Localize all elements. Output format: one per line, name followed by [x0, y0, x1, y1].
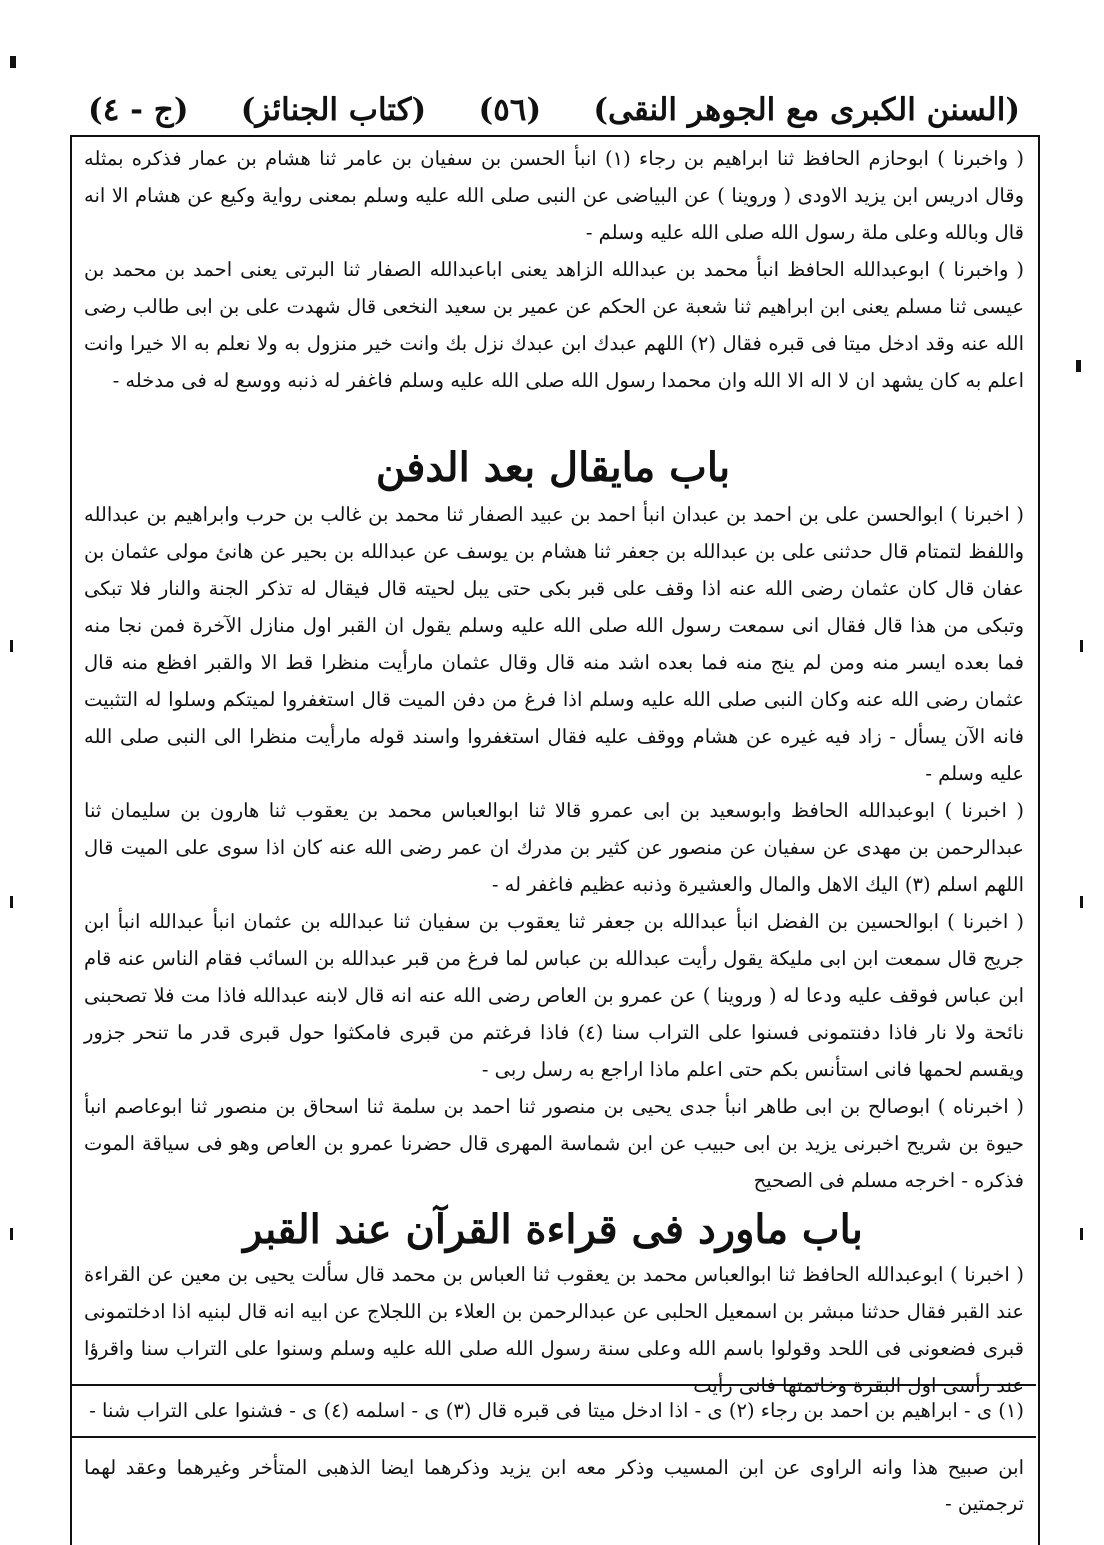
paragraph: ( اخبرنا ) ابوالحسن على بن احمد بن عبدان انبأ احمد بن عبيد الصفار ثنا محمد بن غالب بن حرب وابراهيم بن عبدالله واللفظ لتمتام قال حدثنى على بن عبدالله بن جعفر ثنا هشام بن يوسف عن عبدالله بن بحير عن هانئ مولى عثمان بن عفان قال كان عثمان رضى الله عنه اذا وقف على قبر بكى حتى يبل لحيته قال فيقال له تذكر الجنة والنار فلا تبكى وتبكى من هذا قال فقال انى سمعت رسول الله صلى الله عليه وسلم يقول ان القبر اول منازل الآخرة فمن نجا منه فما بعده ايسر منه ومن لم ينج منه فما بعده اشد منه قال وقال عثمان مارأيت منظرا قط الا والقبر افظع منه قال عثمان رضى الله عنه وكان النبى صلى الله عليه وسلم اذا فرغ من دفن الميت قال استغفروا لميتكم وسلوا له التثبيت فانه الآن يسأل - زاد فيه غيره عن هشام ووقف عليه فقال استغفروا واسند قوله مارأيت منظرا الى النبى صلى الله عليه وسلم - — [84, 503, 1024, 785]
scan-margin-mark — [10, 640, 13, 652]
running-header — [88, 88, 1020, 132]
scan-margin-mark — [1080, 640, 1083, 652]
commentary-divider — [70, 1436, 1036, 1438]
section-heading: باب ماورد فى قراءة القرآن عند القبر — [243, 1206, 863, 1253]
scan-margin-mark — [10, 896, 13, 908]
book-title: (السنن الكبرى مع الجوهر النقى) — [593, 92, 1020, 128]
paragraph: ( اخبرنا ) ابوعبدالله الحافظ ثنا ابوالعباس محمد بن يعقوب ثنا العباس بن محمد قال سألت يحيى بن معين عن القراءة عند القبر فقال حدثنا مبشر بن اسمعيل الحلبى عن عبدالرحمن بن العلاء بن اللجلاج عن ابيه انه قال لبنيه اذا ادخلتمونى قبرى فضعونى فى اللحد وقولوا باسم الله وعلى سنة رسول الله صلى الله عليه وسلم وسنوا على التراب سنا واقرؤا عند رأسى اول البقرة وخاتمتها فانى رأيت — [84, 1263, 1024, 1397]
text-block-bottom — [84, 1256, 1024, 1404]
paragraph: ( واخبرنا ) ابوحازم الحافظ ثنا ابراهيم بن رجاء (١) انبأ الحسن بن سفيان بن عامر ثنا هشام بن عمار فذكره بمثله وقال ادريس ابن يزيد الاودى ( وروينا ) عن البياضى عن النبى صلى الله عليه وسلم بمعنى رواية وكيع عن هشام الا انه قال وبالله وعلى ملة رسول الله صلى الله عليه وسلم - — [84, 147, 1024, 244]
footnote-divider — [70, 1384, 1036, 1386]
text-block-middle — [84, 496, 1024, 1199]
paragraph: ( اخبرنا ) ابوالحسين بن الفضل انبأ عبدالله بن جعفر ثنا يعقوب بن سفيان ثنا عبدالله بن عثمان انبأ عبدالله انبأ ابن جريج قال سمعت ابن ابى مليكة يقول رأيت عبدالله بن عباس لما فرغ من قبر عبدالله بن السائب فقام الناس عنه قام ابن عباس فوقف عليه ودعا له ( وروينا ) عن عمرو بن العاص رضى الله عنه انه قال لابنه عبدالله فاذا مت فلا تصحبنى نائحة ولا نار فاذا دفنتمونى فسنوا على التراب سنا (٤) فاذا فرغتم من قبرى فامكثوا حول قبرى قدر ما تنحر جزور ويقسم لحمها فانى استأنس بكم حتى اعلم ماذا اراجع به رسل ربى - — [84, 910, 1024, 1081]
text-block-top — [84, 140, 1024, 399]
chapter-title: (كتاب الجنائز) — [240, 92, 427, 128]
page-number: (٥٦) — [478, 92, 542, 128]
commentary-text: ابن صبيح هذا وانه الراوى عن ابن المسيب وذكر معه ابن يزيد وذكرهما ايضا الذهبى المتأخر وغيرهما وعقد لهما ترجمتين - — [84, 1456, 1024, 1515]
scan-margin-mark — [10, 1228, 13, 1240]
scan-margin-mark — [1076, 360, 1081, 372]
paragraph: ( اخبرنا ) ابوعبدالله الحافظ وابوسعيد بن ابى عمرو قالا ثنا ابوالعباس محمد بن يعقوب ثنا هارون بن سليمان ثنا عبدالرحمن بن مهدى عن سفيان عن منصور عن كثير بن مدرك ان عمر رضى الله عنه كان اذا سوى على الميت قال اللهم اسلم (٣) اليك الاهل والمال والعشيرة وذنبه عظيم فاغفر له - — [84, 799, 1024, 896]
footnotes: (١) ى - ابراهيم بن احمد بن رجاء (٢) ى - اذا ادخل ميتا فى قبره قال (٣) ى - اسلمه (٤) ى - فشنوا على التراب شنا - — [89, 1399, 1024, 1422]
scan-margin-mark — [1080, 896, 1083, 908]
volume-number: (ج - ٤) — [88, 92, 189, 128]
paragraph: ( واخبرنا ) ابوعبدالله الحافظ انبأ محمد بن عبدالله الزاهد يعنى اباعبدالله الصفار ثنا البرتى يعنى احمد بن محمد بن عيسى ثنا مسلم يعنى ابن ابراهيم ثنا شعبة عن الحكم عن عمير بن سعيد النخعى قال شهدت على بن ابى طالب رضى الله عنه وقد ادخل ميتا فى قبره فقال (٢) اللهم عبدك ابن عبدك نزل بك وانت خير منزول به ولا نعلم به الا خيرا وانت اعلم به كان يشهد ان لا اله الا الله وان محمدا رسول الله صلى الله عليه وسلم فاغفر له ذنبه ووسع له فى مدخله - — [84, 258, 1024, 392]
section-heading: باب مايقال بعد الدفن — [375, 444, 731, 491]
scan-margin-mark — [1080, 1228, 1083, 1240]
paragraph: ( اخبرناه ) ابوصالح بن ابى طاهر انبأ جدى يحيى بن منصور ثنا احمد بن سلمة ثنا اسحاق بن منصور ثنا ابوعاصم انبأ حيوة بن شريح اخبرنى يزيد بن ابى حبيب عن ابن شماسة المهرى قال حضرنا عمرو بن العاص وهو فى سياقة الموت فذكره - اخرجه مسلم فى الصحيح — [84, 1095, 1024, 1192]
scan-margin-mark — [10, 56, 16, 68]
